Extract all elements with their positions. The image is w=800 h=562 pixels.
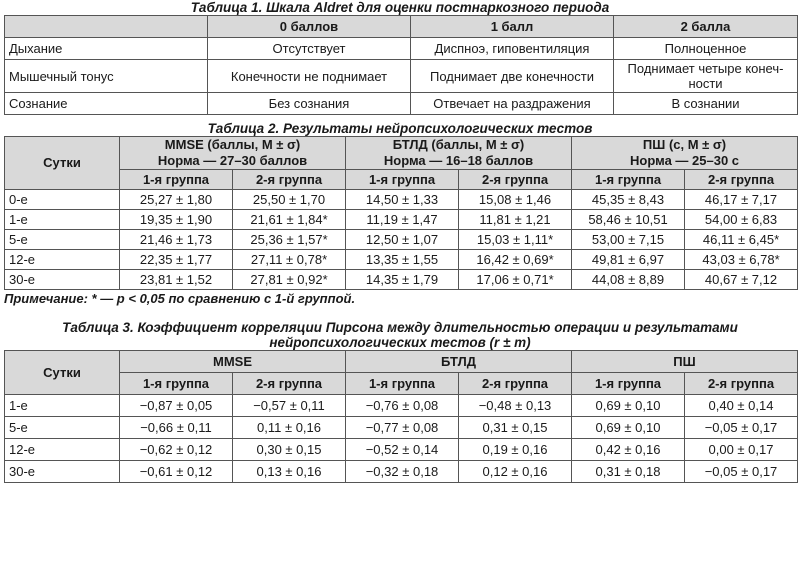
day-cell: 30-е [5,461,120,483]
value-cell: −0,52 ± 0,14 [346,439,459,461]
group-header-mmse: MMSE [120,351,346,373]
table-row [5,210,798,230]
table1-caption: Таблица 1. Шкала Aldret для оценки постнаркозного периода [190,0,610,15]
day-cell: 5-е [5,230,120,250]
table-row [5,461,798,483]
table1-cell: Поднимает две конечности [411,60,614,93]
sub-header: 2-я группа [459,170,572,190]
table1-cell: Полноценное [614,38,798,60]
table1-row-label: Мышечный тонус [5,60,208,93]
value-cell: 15,08 ± 1,46 [459,190,572,210]
day-header: Сутки [5,351,120,395]
value-cell: −0,77 ± 0,08 [346,417,459,439]
value-cell: 22,35 ± 1,77 [120,250,233,270]
table1-cell: Конечности не поднимает [208,60,411,93]
table-row [5,190,798,210]
value-cell: −0,62 ± 0,12 [120,439,233,461]
sub-header: 1-я группа [346,373,459,395]
value-cell: −0,05 ± 0,17 [685,417,798,439]
value-cell: 27,81 ± 0,92* [233,270,346,290]
value-cell: 15,03 ± 1,11* [459,230,572,250]
correlation-table [4,350,798,483]
table1-row-label: Дыхание [5,38,208,60]
sub-header: 1-я группа [346,170,459,190]
sub-header: 2-я группа [685,373,798,395]
table1-cell: В сознании [614,93,798,115]
value-cell: 45,35 ± 8,43 [572,190,685,210]
value-cell: −0,05 ± 0,17 [685,461,798,483]
table1-cell: Отвечает на раздражения [411,93,614,115]
value-cell: 17,06 ± 0,71* [459,270,572,290]
table1-cell: Поднимает четыре конеч-ности [614,60,798,93]
value-cell: 13,35 ± 1,55 [346,250,459,270]
value-cell: 23,81 ± 1,52 [120,270,233,290]
table3-caption: Таблица 3. Коэффициент корреляции Пирсона между длительностью операции и результатами нейропсихологических тестов (r ± m) [62,320,738,350]
value-cell: −0,87 ± 0,05 [120,395,233,417]
value-cell: 58,46 ± 10,51 [572,210,685,230]
value-cell: 25,50 ± 1,70 [233,190,346,210]
table-row [5,250,798,270]
table1-cell: Диспноэ, гиповентиляция [411,38,614,60]
value-cell: 46,11 ± 6,45* [685,230,798,250]
table-row [5,439,798,461]
value-cell: 0,30 ± 0,15 [233,439,346,461]
sub-header: 1-я группа [120,373,233,395]
value-cell: 53,00 ± 7,15 [572,230,685,250]
aldret-table [4,15,798,115]
table-row [5,38,798,60]
table-row [5,60,798,93]
value-cell: −0,76 ± 0,08 [346,395,459,417]
sub-header: 1-я группа [120,170,233,190]
day-cell: 1-е [5,210,120,230]
table2-caption: Таблица 2. Результаты нейропсихологических тестов [207,121,593,136]
value-cell: 14,50 ± 1,33 [346,190,459,210]
day-cell: 1-е [5,395,120,417]
value-cell: 19,35 ± 1,90 [120,210,233,230]
value-cell: −0,32 ± 0,18 [346,461,459,483]
value-cell: 11,19 ± 1,47 [346,210,459,230]
table1-row-label: Сознание [5,93,208,115]
table-row [5,230,798,250]
value-cell: 11,81 ± 1,21 [459,210,572,230]
value-cell: 49,81 ± 6,97 [572,250,685,270]
sub-header: 2-я группа [233,170,346,190]
day-cell: 12-е [5,439,120,461]
table-row [5,270,798,290]
group-header-mmse: MMSE (баллы, M ± σ) Норма — 27–30 баллов [120,137,346,170]
value-cell: 25,27 ± 1,80 [120,190,233,210]
sub-header: 1-я группа [572,170,685,190]
table1-cell: Отсутствует [208,38,411,60]
day-cell: 0-е [5,190,120,210]
value-cell: 0,13 ± 0,16 [233,461,346,483]
value-cell: 0,31 ± 0,15 [459,417,572,439]
group-header-btld: БТЛД [346,351,572,373]
sub-header: 2-я группа [233,373,346,395]
group-header-btld: БТЛД (баллы, M ± σ) Норма — 16–18 баллов [346,137,572,170]
value-cell: 46,17 ± 7,17 [685,190,798,210]
value-cell: 0,19 ± 0,16 [459,439,572,461]
value-cell: 0,40 ± 0,14 [685,395,798,417]
value-cell: 0,11 ± 0,16 [233,417,346,439]
value-cell: 27,11 ± 0,78* [233,250,346,270]
value-cell: −0,57 ± 0,11 [233,395,346,417]
sub-header: 2-я группа [459,373,572,395]
value-cell: 0,31 ± 0,18 [572,461,685,483]
value-cell: 40,67 ± 7,12 [685,270,798,290]
day-cell: 30-е [5,270,120,290]
day-cell: 12-е [5,250,120,270]
group-header-psh: ПШ [572,351,798,373]
value-cell: 25,36 ± 1,57* [233,230,346,250]
value-cell: 21,46 ± 1,73 [120,230,233,250]
value-cell: 16,42 ± 0,69* [459,250,572,270]
value-cell: 12,50 ± 1,07 [346,230,459,250]
value-cell: 14,35 ± 1,79 [346,270,459,290]
value-cell: 0,69 ± 0,10 [572,417,685,439]
table1-header: 1 балл [411,16,614,38]
sub-header: 1-я группа [572,373,685,395]
table1-cell: Без сознания [208,93,411,115]
table-row [5,417,798,439]
table-row [5,93,798,115]
value-cell: 21,61 ± 1,84* [233,210,346,230]
day-header: Сутки [5,137,120,190]
value-cell: 44,08 ± 8,89 [572,270,685,290]
table1-header: 0 баллов [208,16,411,38]
sub-header: 2-я группа [685,170,798,190]
value-cell: −0,61 ± 0,12 [120,461,233,483]
value-cell: −0,48 ± 0,13 [459,395,572,417]
table1-header-empty [5,16,208,38]
value-cell: −0,66 ± 0,11 [120,417,233,439]
value-cell: 54,00 ± 6,83 [685,210,798,230]
table1-header: 2 балла [614,16,798,38]
value-cell: 0,12 ± 0,16 [459,461,572,483]
day-cell: 5-е [5,417,120,439]
neuro-tests-table [4,136,798,290]
value-cell: 43,03 ± 6,78* [685,250,798,270]
table2-note: Примечание: * — p < 0,05 по сравнению с 1-й группой. [4,291,356,306]
table-row [5,395,798,417]
value-cell: 0,69 ± 0,10 [572,395,685,417]
group-header-psh: ПШ (с, M ± σ) Норма — 25–30 с [572,137,798,170]
value-cell: 0,42 ± 0,16 [572,439,685,461]
value-cell: 0,00 ± 0,17 [685,439,798,461]
